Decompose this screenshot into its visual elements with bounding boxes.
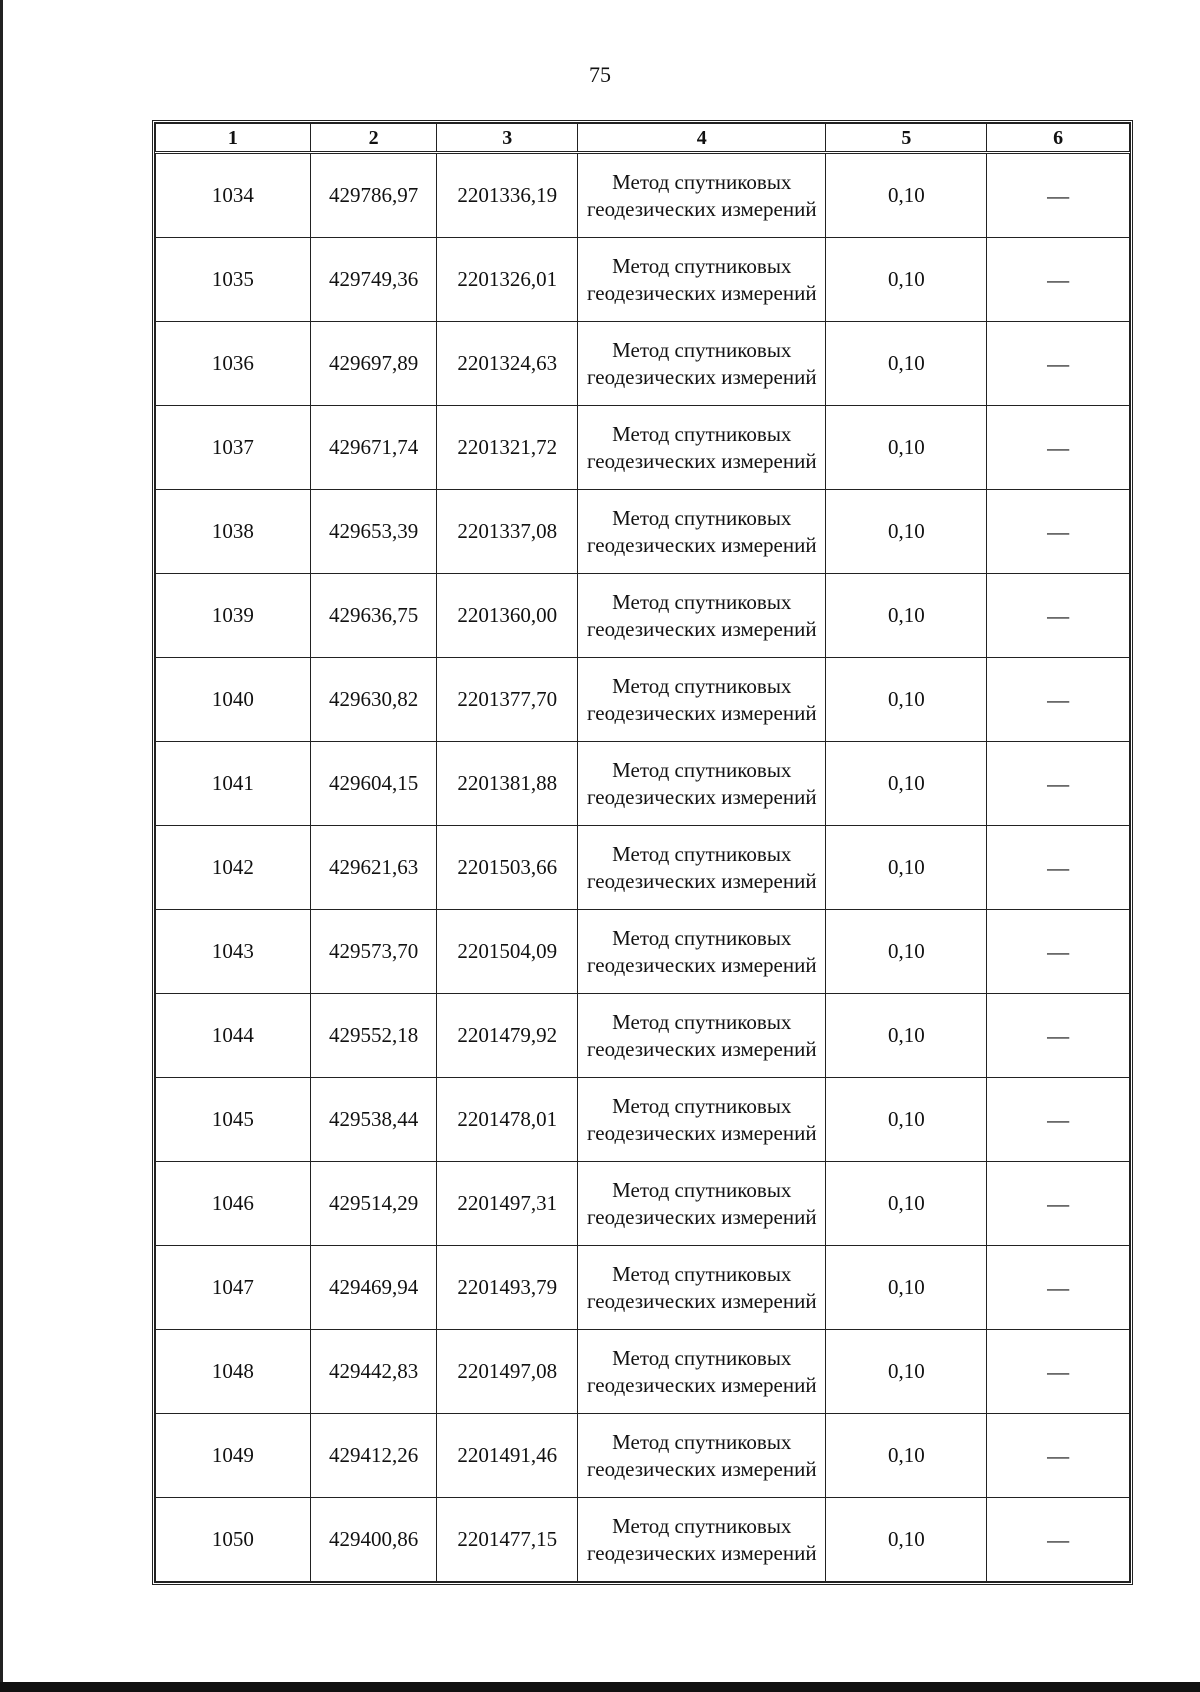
method-cell: Метод спутниковых геодезических измерений [578,1246,826,1330]
note-cell: — [987,406,1130,490]
method-cell: Метод спутниковых геодезических измерений [578,1078,826,1162]
accuracy-cell: 0,10 [826,910,987,994]
accuracy-cell: 0,10 [826,1246,987,1330]
note-cell: — [987,826,1130,910]
y-coordinate-cell: 2201321,72 [437,406,578,490]
method-cell: Метод спутниковых геодезических измерений [578,153,826,238]
y-coordinate-cell: 2201336,19 [437,153,578,238]
method-cell: Метод спутниковых геодезических измерений [578,742,826,826]
note-cell: — [987,1330,1130,1414]
table-row [156,910,1130,994]
table-row [156,574,1130,658]
accuracy-cell: 0,10 [826,153,987,238]
note-cell: — [987,1246,1130,1330]
column-header: 1 [156,124,311,153]
method-cell: Метод спутниковых геодезических измерений [578,994,826,1078]
method-cell: Метод спутниковых геодезических измерений [578,1162,826,1246]
note-cell: — [987,994,1130,1078]
x-coordinate-cell: 429412,26 [310,1414,437,1498]
scan-left-edge [0,0,3,1692]
accuracy-cell: 0,10 [826,1162,987,1246]
y-coordinate-cell: 2201381,88 [437,742,578,826]
coordinates-table [155,123,1130,1582]
table-row [156,1498,1130,1582]
point-number-cell: 1044 [156,994,311,1078]
note-cell: — [987,238,1130,322]
x-coordinate-cell: 429469,94 [310,1246,437,1330]
method-cell: Метод спутниковых геодезических измерений [578,1498,826,1582]
point-number-cell: 1034 [156,153,311,238]
x-coordinate-cell: 429552,18 [310,994,437,1078]
accuracy-cell: 0,10 [826,658,987,742]
table-row [156,994,1130,1078]
method-cell: Метод спутниковых геодезических измерений [578,1414,826,1498]
accuracy-cell: 0,10 [826,238,987,322]
accuracy-cell: 0,10 [826,994,987,1078]
x-coordinate-cell: 429671,74 [310,406,437,490]
method-cell: Метод спутниковых геодезических измерений [578,658,826,742]
point-number-cell: 1043 [156,910,311,994]
accuracy-cell: 0,10 [826,1078,987,1162]
y-coordinate-cell: 2201360,00 [437,574,578,658]
y-coordinate-cell: 2201497,08 [437,1330,578,1414]
y-coordinate-cell: 2201478,01 [437,1078,578,1162]
x-coordinate-cell: 429538,44 [310,1078,437,1162]
accuracy-cell: 0,10 [826,826,987,910]
method-cell: Метод спутниковых геодезических измерений [578,322,826,406]
point-number-cell: 1035 [156,238,311,322]
table-header-row [156,124,1130,153]
column-header: 4 [578,124,826,153]
note-cell: — [987,322,1130,406]
note-cell: — [987,910,1130,994]
table-row [156,826,1130,910]
table-row [156,1414,1130,1498]
table-row [156,1330,1130,1414]
coordinates-table-frame [152,120,1133,1585]
point-number-cell: 1046 [156,1162,311,1246]
point-number-cell: 1048 [156,1330,311,1414]
accuracy-cell: 0,10 [826,1498,987,1582]
note-cell: — [987,574,1130,658]
method-cell: Метод спутниковых геодезических измерений [578,1330,826,1414]
point-number-cell: 1050 [156,1498,311,1582]
table-row [156,1246,1130,1330]
x-coordinate-cell: 429604,15 [310,742,437,826]
x-coordinate-cell: 429400,86 [310,1498,437,1582]
point-number-cell: 1038 [156,490,311,574]
x-coordinate-cell: 429514,29 [310,1162,437,1246]
note-cell: — [987,742,1130,826]
y-coordinate-cell: 2201491,46 [437,1414,578,1498]
y-coordinate-cell: 2201477,15 [437,1498,578,1582]
x-coordinate-cell: 429621,63 [310,826,437,910]
scan-bottom-edge [0,1682,1200,1692]
point-number-cell: 1040 [156,658,311,742]
table-row [156,742,1130,826]
method-cell: Метод спутниковых геодезических измерений [578,910,826,994]
accuracy-cell: 0,10 [826,406,987,490]
point-number-cell: 1047 [156,1246,311,1330]
x-coordinate-cell: 429786,97 [310,153,437,238]
point-number-cell: 1039 [156,574,311,658]
page-number: 75 [589,62,611,87]
x-coordinate-cell: 429636,75 [310,574,437,658]
x-coordinate-cell: 429653,39 [310,490,437,574]
y-coordinate-cell: 2201503,66 [437,826,578,910]
table-row [156,238,1130,322]
x-coordinate-cell: 429442,83 [310,1330,437,1414]
column-header: 2 [310,124,437,153]
y-coordinate-cell: 2201377,70 [437,658,578,742]
point-number-cell: 1045 [156,1078,311,1162]
note-cell: — [987,153,1130,238]
table-row [156,490,1130,574]
accuracy-cell: 0,10 [826,490,987,574]
note-cell: — [987,1498,1130,1582]
y-coordinate-cell: 2201479,92 [437,994,578,1078]
method-cell: Метод спутниковых геодезических измерений [578,826,826,910]
column-header: 6 [987,124,1130,153]
accuracy-cell: 0,10 [826,1414,987,1498]
point-number-cell: 1041 [156,742,311,826]
method-cell: Метод спутниковых геодезических измерений [578,406,826,490]
point-number-cell: 1042 [156,826,311,910]
note-cell: — [987,1414,1130,1498]
accuracy-cell: 0,10 [826,1330,987,1414]
y-coordinate-cell: 2201324,63 [437,322,578,406]
x-coordinate-cell: 429630,82 [310,658,437,742]
table-row [156,406,1130,490]
point-number-cell: 1036 [156,322,311,406]
x-coordinate-cell: 429749,36 [310,238,437,322]
accuracy-cell: 0,10 [826,322,987,406]
accuracy-cell: 0,10 [826,574,987,658]
note-cell: — [987,658,1130,742]
column-header: 3 [437,124,578,153]
method-cell: Метод спутниковых геодезических измерений [578,490,826,574]
x-coordinate-cell: 429697,89 [310,322,437,406]
y-coordinate-cell: 2201337,08 [437,490,578,574]
table-row [156,1162,1130,1246]
y-coordinate-cell: 2201326,01 [437,238,578,322]
note-cell: — [987,1078,1130,1162]
column-header: 5 [826,124,987,153]
table-row [156,658,1130,742]
y-coordinate-cell: 2201493,79 [437,1246,578,1330]
table-row [156,1078,1130,1162]
y-coordinate-cell: 2201504,09 [437,910,578,994]
point-number-cell: 1049 [156,1414,311,1498]
table-row [156,322,1130,406]
note-cell: — [987,1162,1130,1246]
accuracy-cell: 0,10 [826,742,987,826]
point-number-cell: 1037 [156,406,311,490]
note-cell: — [987,490,1130,574]
table-row [156,153,1130,238]
method-cell: Метод спутниковых геодезических измерений [578,238,826,322]
x-coordinate-cell: 429573,70 [310,910,437,994]
method-cell: Метод спутниковых геодезических измерений [578,574,826,658]
y-coordinate-cell: 2201497,31 [437,1162,578,1246]
